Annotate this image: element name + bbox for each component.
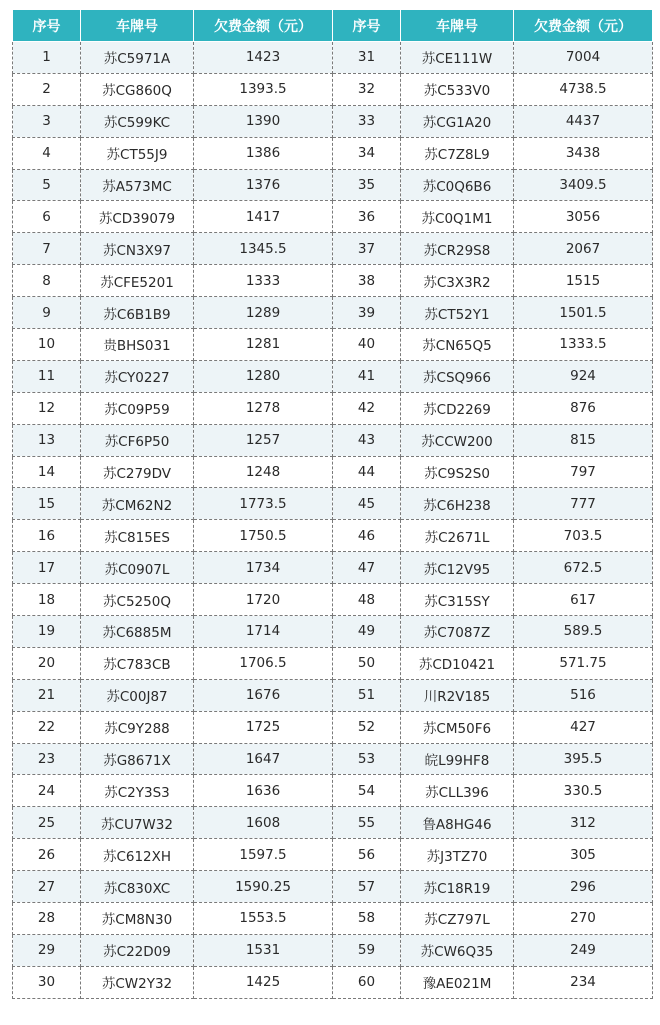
arrears-table xyxy=(12,9,653,999)
cell-plate-right: 苏C18R19 xyxy=(401,871,514,903)
cell-plate-right: 苏J3TZ70 xyxy=(401,839,514,871)
cell-index-left: 5 xyxy=(13,169,81,201)
cell-amount-left: 1590.25 xyxy=(194,871,333,903)
cell-amount-right: 4437 xyxy=(514,105,653,137)
table-row xyxy=(13,265,653,297)
cell-amount-right: 3438 xyxy=(514,137,653,169)
cell-amount-left: 1386 xyxy=(194,137,333,169)
cell-plate-left: 苏C22D09 xyxy=(81,934,194,966)
table-header xyxy=(13,10,653,42)
cell-index-right: 39 xyxy=(333,297,401,329)
cell-index-left: 15 xyxy=(13,488,81,520)
table-row xyxy=(13,807,653,839)
cell-index-right: 53 xyxy=(333,743,401,775)
cell-amount-right: 815 xyxy=(514,424,653,456)
table-row xyxy=(13,839,653,871)
cell-plate-right: 苏CR29S8 xyxy=(401,233,514,265)
header-row xyxy=(13,10,653,42)
table-row xyxy=(13,775,653,807)
header-index-right: 序号 xyxy=(333,10,401,42)
table-row xyxy=(13,137,653,169)
cell-amount-right: 516 xyxy=(514,679,653,711)
header-plate-left: 车牌号 xyxy=(81,10,194,42)
cell-plate-left: 苏C6B1B9 xyxy=(81,297,194,329)
header-amount-left: 欠费金额（元） xyxy=(194,10,333,42)
cell-plate-right: 豫AE021M xyxy=(401,966,514,998)
cell-index-right: 54 xyxy=(333,775,401,807)
cell-index-right: 44 xyxy=(333,456,401,488)
table-row xyxy=(13,966,653,998)
table-row xyxy=(13,488,653,520)
table-row xyxy=(13,552,653,584)
cell-amount-right: 777 xyxy=(514,488,653,520)
cell-index-right: 43 xyxy=(333,424,401,456)
cell-amount-left: 1720 xyxy=(194,584,333,616)
cell-plate-right: 苏CSQ966 xyxy=(401,360,514,392)
cell-plate-right: 苏C6H238 xyxy=(401,488,514,520)
header-amount-right: 欠费金额（元） xyxy=(514,10,653,42)
cell-amount-left: 1597.5 xyxy=(194,839,333,871)
cell-amount-right: 876 xyxy=(514,392,653,424)
table-row xyxy=(13,584,653,616)
cell-plate-left: 苏C9Y288 xyxy=(81,711,194,743)
cell-amount-left: 1608 xyxy=(194,807,333,839)
cell-index-left: 28 xyxy=(13,903,81,935)
table-row xyxy=(13,711,653,743)
cell-amount-right: 2067 xyxy=(514,233,653,265)
cell-plate-left: 苏C830XC xyxy=(81,871,194,903)
cell-plate-left: 苏C783CB xyxy=(81,647,194,679)
table-row xyxy=(13,233,653,265)
cell-plate-left: 苏C612XH xyxy=(81,839,194,871)
table-row xyxy=(13,456,653,488)
cell-amount-left: 1531 xyxy=(194,934,333,966)
cell-index-right: 56 xyxy=(333,839,401,871)
cell-amount-right: 4738.5 xyxy=(514,73,653,105)
cell-amount-left: 1773.5 xyxy=(194,488,333,520)
cell-index-left: 16 xyxy=(13,520,81,552)
cell-amount-left: 1647 xyxy=(194,743,333,775)
cell-plate-left: 苏CFE5201 xyxy=(81,265,194,297)
table-row xyxy=(13,520,653,552)
cell-amount-right: 305 xyxy=(514,839,653,871)
cell-index-left: 25 xyxy=(13,807,81,839)
cell-index-left: 12 xyxy=(13,392,81,424)
cell-index-right: 52 xyxy=(333,711,401,743)
cell-plate-left: 苏CF6P50 xyxy=(81,424,194,456)
cell-plate-right: 苏C0Q1M1 xyxy=(401,201,514,233)
cell-amount-left: 1676 xyxy=(194,679,333,711)
cell-amount-left: 1417 xyxy=(194,201,333,233)
table-row xyxy=(13,871,653,903)
cell-plate-right: 苏C315SY xyxy=(401,584,514,616)
cell-plate-left: 苏C279DV xyxy=(81,456,194,488)
cell-plate-left: 苏C815ES xyxy=(81,520,194,552)
cell-index-left: 24 xyxy=(13,775,81,807)
cell-index-right: 51 xyxy=(333,679,401,711)
cell-plate-right: 苏C7087Z xyxy=(401,616,514,648)
cell-amount-right: 1501.5 xyxy=(514,297,653,329)
table-row xyxy=(13,392,653,424)
cell-plate-left: 苏C2Y3S3 xyxy=(81,775,194,807)
cell-plate-left: 苏CM62N2 xyxy=(81,488,194,520)
table-row xyxy=(13,903,653,935)
cell-amount-right: 330.5 xyxy=(514,775,653,807)
cell-plate-right: 苏C9S2S0 xyxy=(401,456,514,488)
cell-amount-left: 1750.5 xyxy=(194,520,333,552)
table-row xyxy=(13,934,653,966)
cell-index-left: 13 xyxy=(13,424,81,456)
cell-amount-left: 1248 xyxy=(194,456,333,488)
cell-amount-left: 1390 xyxy=(194,105,333,137)
cell-amount-right: 571.75 xyxy=(514,647,653,679)
cell-amount-left: 1278 xyxy=(194,392,333,424)
cell-index-left: 22 xyxy=(13,711,81,743)
cell-amount-right: 427 xyxy=(514,711,653,743)
cell-plate-right: 苏CT52Y1 xyxy=(401,297,514,329)
cell-index-right: 55 xyxy=(333,807,401,839)
cell-plate-left: 苏CM8N30 xyxy=(81,903,194,935)
cell-index-left: 20 xyxy=(13,647,81,679)
cell-plate-right: 苏C533V0 xyxy=(401,73,514,105)
cell-index-left: 4 xyxy=(13,137,81,169)
table-row xyxy=(13,743,653,775)
cell-index-right: 35 xyxy=(333,169,401,201)
table-row xyxy=(13,424,653,456)
cell-amount-right: 924 xyxy=(514,360,653,392)
cell-amount-right: 270 xyxy=(514,903,653,935)
cell-plate-left: 苏CT55J9 xyxy=(81,137,194,169)
cell-index-left: 19 xyxy=(13,616,81,648)
cell-plate-left: 苏CW2Y32 xyxy=(81,966,194,998)
cell-amount-right: 312 xyxy=(514,807,653,839)
cell-index-left: 10 xyxy=(13,329,81,361)
table-row xyxy=(13,73,653,105)
cell-index-left: 21 xyxy=(13,679,81,711)
cell-amount-left: 1257 xyxy=(194,424,333,456)
cell-plate-right: 苏C2671L xyxy=(401,520,514,552)
cell-plate-left: 苏CY0227 xyxy=(81,360,194,392)
cell-index-right: 59 xyxy=(333,934,401,966)
cell-index-left: 27 xyxy=(13,871,81,903)
cell-plate-right: 苏CG1A20 xyxy=(401,105,514,137)
cell-amount-left: 1280 xyxy=(194,360,333,392)
cell-plate-left: 苏CU7W32 xyxy=(81,807,194,839)
table-row xyxy=(13,42,653,74)
cell-plate-left: 苏C599KC xyxy=(81,105,194,137)
cell-amount-left: 1553.5 xyxy=(194,903,333,935)
cell-plate-left: 苏C5250Q xyxy=(81,584,194,616)
table-row xyxy=(13,647,653,679)
cell-amount-right: 249 xyxy=(514,934,653,966)
cell-plate-right: 苏C7Z8L9 xyxy=(401,137,514,169)
cell-amount-right: 234 xyxy=(514,966,653,998)
cell-index-right: 40 xyxy=(333,329,401,361)
cell-amount-left: 1725 xyxy=(194,711,333,743)
cell-plate-left: 苏A573MC xyxy=(81,169,194,201)
cell-plate-left: 苏C5971A xyxy=(81,42,194,74)
table-row xyxy=(13,201,653,233)
cell-plate-left: 苏CD39079 xyxy=(81,201,194,233)
cell-plate-right: 川R2V185 xyxy=(401,679,514,711)
cell-index-left: 14 xyxy=(13,456,81,488)
cell-index-left: 3 xyxy=(13,105,81,137)
cell-index-right: 31 xyxy=(333,42,401,74)
cell-index-left: 29 xyxy=(13,934,81,966)
cell-index-right: 32 xyxy=(333,73,401,105)
cell-amount-left: 1425 xyxy=(194,966,333,998)
table-row xyxy=(13,297,653,329)
cell-amount-left: 1281 xyxy=(194,329,333,361)
cell-plate-right: 苏CD10421 xyxy=(401,647,514,679)
cell-plate-right: 皖L99HF8 xyxy=(401,743,514,775)
cell-index-left: 6 xyxy=(13,201,81,233)
cell-index-right: 50 xyxy=(333,647,401,679)
cell-amount-right: 3056 xyxy=(514,201,653,233)
table-row xyxy=(13,329,653,361)
cell-index-left: 11 xyxy=(13,360,81,392)
cell-index-right: 41 xyxy=(333,360,401,392)
cell-index-left: 7 xyxy=(13,233,81,265)
cell-index-right: 48 xyxy=(333,584,401,616)
cell-amount-left: 1289 xyxy=(194,297,333,329)
cell-amount-left: 1734 xyxy=(194,552,333,584)
cell-plate-left: 苏C09P59 xyxy=(81,392,194,424)
cell-amount-right: 1333.5 xyxy=(514,329,653,361)
cell-plate-right: 鲁A8HG46 xyxy=(401,807,514,839)
cell-plate-right: 苏CLL396 xyxy=(401,775,514,807)
cell-index-left: 23 xyxy=(13,743,81,775)
header-index-left: 序号 xyxy=(13,10,81,42)
cell-amount-right: 3409.5 xyxy=(514,169,653,201)
cell-plate-right: 苏C0Q6B6 xyxy=(401,169,514,201)
cell-amount-left: 1714 xyxy=(194,616,333,648)
cell-index-right: 58 xyxy=(333,903,401,935)
cell-amount-right: 797 xyxy=(514,456,653,488)
cell-index-right: 45 xyxy=(333,488,401,520)
cell-amount-right: 617 xyxy=(514,584,653,616)
cell-index-left: 17 xyxy=(13,552,81,584)
cell-plate-right: 苏CN65Q5 xyxy=(401,329,514,361)
cell-amount-right: 7004 xyxy=(514,42,653,74)
arrears-table-container xyxy=(12,9,652,999)
cell-amount-right: 672.5 xyxy=(514,552,653,584)
cell-index-right: 47 xyxy=(333,552,401,584)
cell-index-right: 57 xyxy=(333,871,401,903)
cell-amount-left: 1636 xyxy=(194,775,333,807)
cell-index-right: 37 xyxy=(333,233,401,265)
cell-amount-left: 1393.5 xyxy=(194,73,333,105)
table-row xyxy=(13,105,653,137)
cell-amount-right: 296 xyxy=(514,871,653,903)
table-row xyxy=(13,679,653,711)
cell-index-right: 49 xyxy=(333,616,401,648)
cell-plate-right: 苏CW6Q35 xyxy=(401,934,514,966)
table-row xyxy=(13,360,653,392)
cell-index-right: 46 xyxy=(333,520,401,552)
cell-index-left: 26 xyxy=(13,839,81,871)
cell-index-right: 33 xyxy=(333,105,401,137)
cell-index-left: 18 xyxy=(13,584,81,616)
cell-plate-left: 苏CG860Q xyxy=(81,73,194,105)
cell-index-right: 36 xyxy=(333,201,401,233)
header-plate-right: 车牌号 xyxy=(401,10,514,42)
cell-plate-left: 苏C00J87 xyxy=(81,679,194,711)
table-row xyxy=(13,616,653,648)
cell-amount-left: 1376 xyxy=(194,169,333,201)
cell-amount-left: 1333 xyxy=(194,265,333,297)
cell-amount-left: 1423 xyxy=(194,42,333,74)
cell-amount-left: 1706.5 xyxy=(194,647,333,679)
cell-plate-left: 苏CN3X97 xyxy=(81,233,194,265)
cell-plate-right: 苏C3X3R2 xyxy=(401,265,514,297)
cell-amount-right: 1515 xyxy=(514,265,653,297)
cell-plate-left: 苏C6885M xyxy=(81,616,194,648)
cell-index-left: 2 xyxy=(13,73,81,105)
cell-plate-left: 贵BHS031 xyxy=(81,329,194,361)
cell-plate-right: 苏CCW200 xyxy=(401,424,514,456)
cell-plate-right: 苏CZ797L xyxy=(401,903,514,935)
cell-plate-left: 苏C0907L xyxy=(81,552,194,584)
table-row xyxy=(13,169,653,201)
cell-index-left: 30 xyxy=(13,966,81,998)
cell-index-left: 8 xyxy=(13,265,81,297)
cell-plate-right: 苏CE111W xyxy=(401,42,514,74)
cell-plate-right: 苏CD2269 xyxy=(401,392,514,424)
cell-plate-right: 苏CM50F6 xyxy=(401,711,514,743)
table-body xyxy=(13,42,653,999)
cell-plate-left: 苏G8671X xyxy=(81,743,194,775)
cell-index-right: 60 xyxy=(333,966,401,998)
cell-plate-right: 苏C12V95 xyxy=(401,552,514,584)
cell-index-right: 34 xyxy=(333,137,401,169)
cell-index-left: 9 xyxy=(13,297,81,329)
cell-amount-right: 703.5 xyxy=(514,520,653,552)
cell-amount-right: 395.5 xyxy=(514,743,653,775)
cell-amount-left: 1345.5 xyxy=(194,233,333,265)
cell-index-right: 42 xyxy=(333,392,401,424)
cell-index-left: 1 xyxy=(13,42,81,74)
cell-index-right: 38 xyxy=(333,265,401,297)
cell-amount-right: 589.5 xyxy=(514,616,653,648)
